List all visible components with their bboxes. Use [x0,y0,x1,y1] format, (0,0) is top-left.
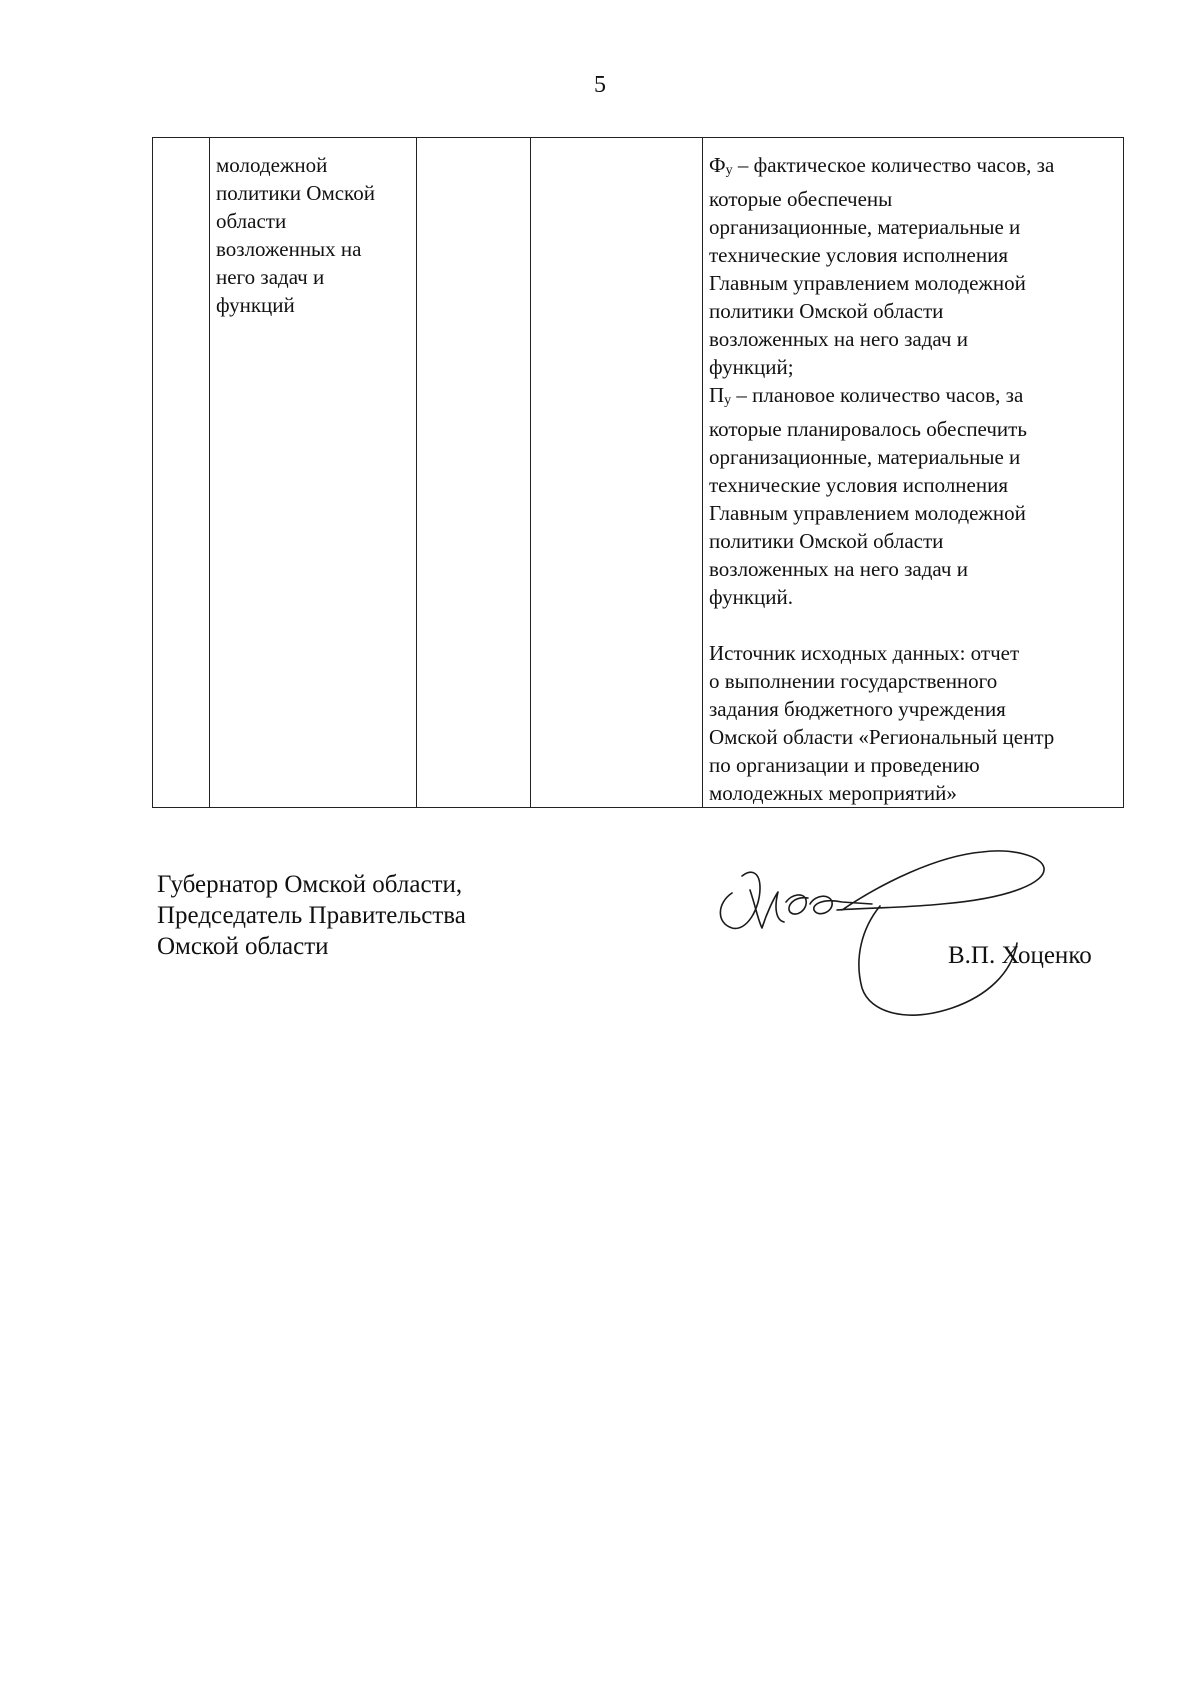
signatory-title-line: Губернатор Омской области, [157,871,463,898]
paragraph-gap [709,611,1117,639]
table-cell-number [153,138,210,808]
signatory-title-line: Омской области [157,933,329,960]
fu-symbol: Ф [709,153,726,177]
fu-definition-line: возложенных на него задач и [709,327,968,351]
table-cell-formula-description [703,138,1124,808]
pu-definition-line: политики Омской области [709,529,944,553]
indicator-name-line: молодежной [216,153,328,177]
fu-definition-line: Главным управлением молодежной [709,271,1026,295]
fu-definition-line: которые обеспечены [709,187,893,211]
source-line: Омской области «Региональный центр [709,725,1055,749]
fu-first-line-text: – фактическое количество часов, за [732,153,1055,177]
pu-symbol: П [709,383,725,407]
fu-subscript: у [725,163,733,178]
table-cell-empty [417,138,531,808]
pu-definition-line: технические условия исполнения [709,473,1008,497]
source-line: Источник исходных данных: отчет [709,641,1020,665]
pu-subscript: у [724,393,732,408]
pu-definition-line: возложенных на него задач и [709,557,968,581]
signer-name: В.П. Хоценко [948,942,1092,969]
fu-definition-line [709,151,1117,185]
source-line: молодежных мероприятий» [709,781,957,805]
fu-definition-line: организационные, материальные и [709,215,1021,239]
table-row [153,138,1124,808]
table-cell-indicator-name [210,138,417,808]
pu-definition-line: которые планировалось обеспечить [709,417,1027,441]
pu-first-line-text: – плановое количество часов, за [731,383,1024,407]
indicator-name-line: него задач и [216,265,325,289]
indicator-name-line: политики Омской [216,181,375,205]
source-line: по организации и проведению [709,753,980,777]
fu-definition-line: политики Омской области [709,299,944,323]
signatory-title [157,869,466,962]
source-line: о выполнении государственного [709,669,998,693]
indicator-name-line: области [216,209,287,233]
indicator-name-line: функций [216,293,295,317]
source-line: задания бюджетного учреждения [709,697,1006,721]
pu-definition-line: Главным управлением молодежной [709,501,1026,525]
fu-definition-line: технические условия исполнения [709,243,1008,267]
table-cell-empty [531,138,703,808]
handwritten-signature [712,848,1082,1028]
pu-definition-line: функций. [709,585,793,609]
pu-definition-line [709,381,1117,415]
indicator-name-line: возложенных на [216,237,362,261]
indicator-table [152,137,1124,808]
page-number: 5 [594,72,606,98]
fu-definition-line: функций; [709,355,794,379]
signatory-title-line: Председатель Правительства [157,902,466,929]
pu-definition-line: организационные, материальные и [709,445,1021,469]
